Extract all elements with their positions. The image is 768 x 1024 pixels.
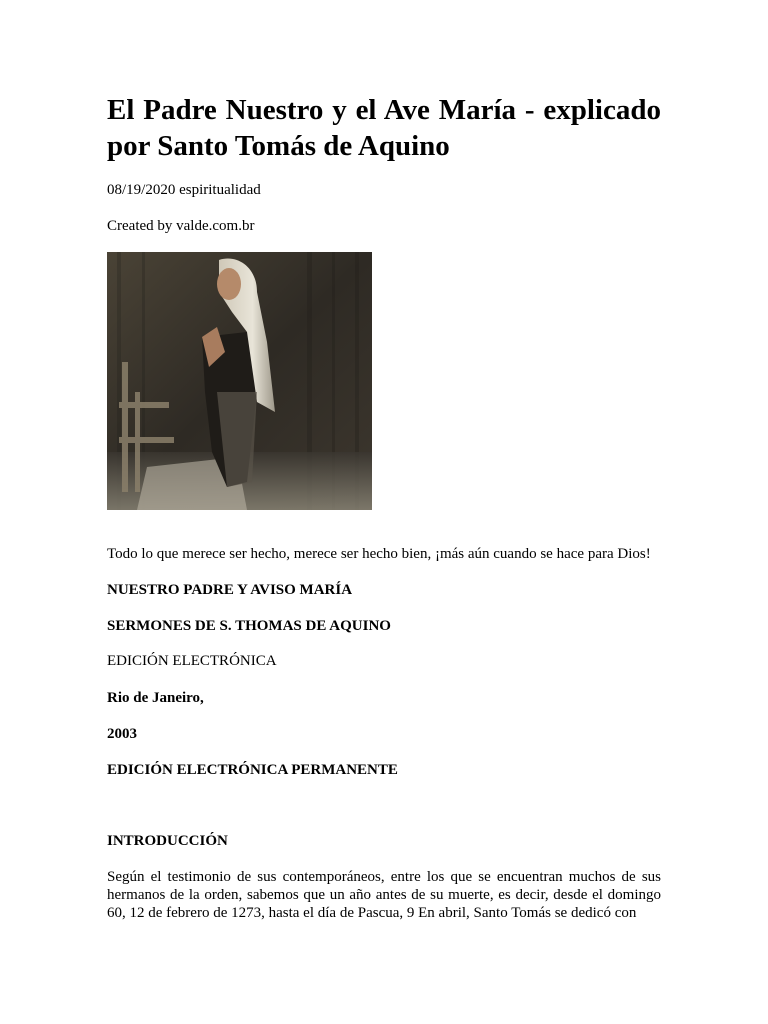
- introduction-paragraph: Según el testimonio de sus contemporáneos, entre los que se encuentran muchos de sus hermanos de la orden, sabemos que un año antes de su muerte, es decir, desde el domingo 60, 12 de febrero de 1273, hasta el día de Pascua, 9 En abril, Santo Tomás se dedicó con: [107, 869, 661, 921]
- permanent-edition-label: EDICIÓN ELECTRÓNICA PERMANENTE: [107, 762, 398, 778]
- created-by: Created by valde.com.br: [107, 218, 255, 234]
- place-label: Rio de Janeiro,: [107, 690, 204, 706]
- quote-text: Todo lo que merece ser hecho, merece ser hecho bien, ¡más aún cuando se hace para Dios!: [107, 546, 651, 562]
- document-meta: 08/19/2020 espiritualidad: [107, 182, 261, 198]
- year-label: 2003: [107, 726, 137, 742]
- heading-sermones: SERMONES DE S. THOMAS DE AQUINO: [107, 618, 391, 634]
- edition-label: EDICIÓN ELECTRÓNICA: [107, 653, 277, 669]
- heading-nuestro-padre: NUESTRO PADRE Y AVISO MARÍA: [107, 582, 353, 598]
- introduction-heading: INTRODUCCIÓN: [107, 833, 228, 849]
- document-title: El Padre Nuestro y el Ave María - explicado por Santo Tomás de Aquino: [107, 94, 661, 162]
- praying-figure-image: [107, 252, 372, 510]
